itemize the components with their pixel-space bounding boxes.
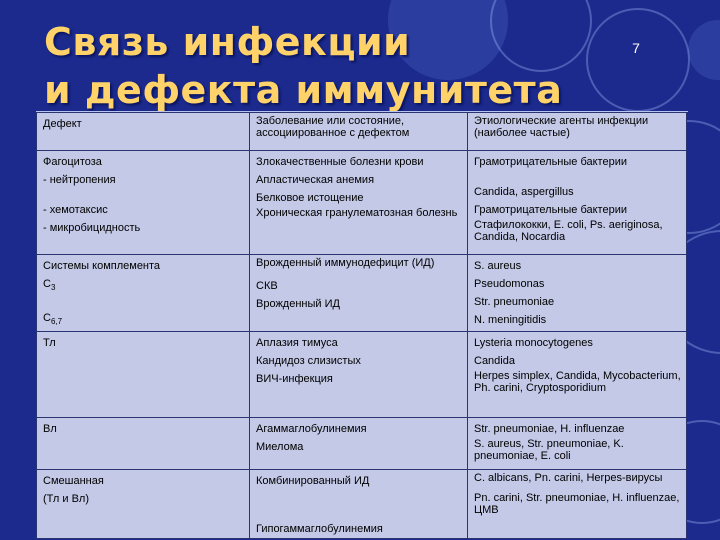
cell-line: Грамотрицательные бактерии xyxy=(474,204,628,216)
c67-base: C xyxy=(43,312,51,324)
row4-agents xyxy=(468,418,687,470)
cell-line: Pseudomonas xyxy=(474,278,545,290)
row4-disease xyxy=(250,418,468,470)
infection-table xyxy=(36,112,687,539)
cell-line: Pn. carini, Str. pneumoniae, H. influenzae, ЦМВ xyxy=(474,492,680,516)
cell-line: Str. pneumoniae, H. influenzae xyxy=(474,423,625,435)
spacer xyxy=(474,171,682,183)
header-disease-text: Заболевание или состояние, ассоциированное с дефектом xyxy=(256,115,410,139)
cell-line: Стафилококки, E. coli, Ps. aeriginosa, Candida, Nocardia xyxy=(474,219,663,243)
row3-disease xyxy=(250,332,468,418)
cell-line: Апластическая анемия xyxy=(256,174,375,186)
complement-c3 xyxy=(43,275,245,297)
spacer xyxy=(256,269,463,277)
row1-disease xyxy=(250,151,468,255)
cell-line: Грамотрицательные бактерии xyxy=(474,156,628,168)
cell-line: S. aureus, Str. pneumoniae, K. pneumoniae, E. coli xyxy=(474,438,624,462)
row2-disease xyxy=(250,255,468,332)
spacer xyxy=(43,189,245,201)
complement-c67 xyxy=(43,309,245,331)
table-row xyxy=(37,151,687,255)
cell-line: Злокачественные болезни крови xyxy=(256,156,424,168)
c3-sub: 3 xyxy=(50,283,56,292)
cell-line: Комбинированный ИД xyxy=(256,475,370,487)
cell-line: Агаммаглобулинемия xyxy=(256,423,367,435)
cell-line: ВИЧ-инфекция xyxy=(256,373,333,385)
slide-number: 7 xyxy=(632,40,640,56)
cell-line: СКВ xyxy=(256,280,278,292)
cell-line: Системы комплемента xyxy=(43,260,161,272)
cell-line: - хемотаксис xyxy=(43,204,108,216)
cell-line: - нейтропения xyxy=(43,174,116,186)
c67-sub: 6,7 xyxy=(50,317,63,326)
cell-line: C. albicans, Pn. carini, Herpes-вирусы xyxy=(474,472,663,484)
row2-defect xyxy=(37,255,250,332)
row3-agents xyxy=(468,332,687,418)
c3-base: C xyxy=(43,278,51,290)
cell-line: Смешанная xyxy=(43,475,104,487)
cell-line: Врожденный иммунодефицит (ИД) xyxy=(256,257,435,269)
cell-line: Врожденный ИД xyxy=(256,298,340,310)
cell-line: Фагоцитоза xyxy=(43,156,102,168)
row1-agents xyxy=(468,151,687,255)
cell-line: Гипогаммаглобулинемия xyxy=(256,523,383,535)
cell-line: Белковое истощение xyxy=(256,192,364,204)
title-line-2: и дефекта иммунитета xyxy=(44,68,563,112)
bg-circle-2 xyxy=(586,8,690,112)
header-agents-text: Этиологические агенты инфекции (наиболее частые) xyxy=(474,115,649,139)
cell-line: (Тл и Вл) xyxy=(43,493,89,505)
cell-line: Str. pneumoniae xyxy=(474,296,555,308)
cell-line: Тл xyxy=(43,337,56,349)
cell-line: Аплазия тимуса xyxy=(256,337,338,349)
table-row xyxy=(37,255,687,332)
cell-line: Кандидоз слизистых xyxy=(256,355,361,367)
header-agents xyxy=(468,113,687,151)
cell-line: Миелома xyxy=(256,441,304,453)
bg-circle-filled-2 xyxy=(688,20,720,80)
cell-line: - микробицидность xyxy=(43,222,141,234)
spacer xyxy=(474,484,682,492)
cell-line: S. aureus xyxy=(474,260,522,272)
slide-title xyxy=(44,18,562,114)
row5-defect xyxy=(37,470,250,539)
cell-line: Candida, aspergillus xyxy=(474,186,574,198)
table-row xyxy=(37,332,687,418)
cell-line: Herpes simplex, Candida, Mycobacterium, Ph. carini, Cryptosporidium xyxy=(474,370,681,394)
header-disease xyxy=(250,113,468,151)
row5-disease xyxy=(250,470,468,539)
row5-agents xyxy=(468,470,687,539)
table-row xyxy=(37,470,687,539)
cell-line: N. meningitidis xyxy=(474,314,547,326)
spacer xyxy=(256,490,463,520)
row4-defect xyxy=(37,418,250,470)
spacer xyxy=(43,297,245,309)
table-header-row xyxy=(37,113,687,151)
cell-line: Хроническая гранулематозная болезнь xyxy=(256,207,458,219)
row1-defect xyxy=(37,151,250,255)
row2-agents xyxy=(468,255,687,332)
table-row xyxy=(37,418,687,470)
cell-line: Lysteria monocytogenes xyxy=(474,337,593,349)
cell-line: Candida xyxy=(474,355,515,367)
title-line-1: Связь инфекции xyxy=(44,20,411,64)
row3-defect xyxy=(37,332,250,418)
header-defect: Дефект xyxy=(37,113,250,151)
cell-line: Вл xyxy=(43,423,57,435)
